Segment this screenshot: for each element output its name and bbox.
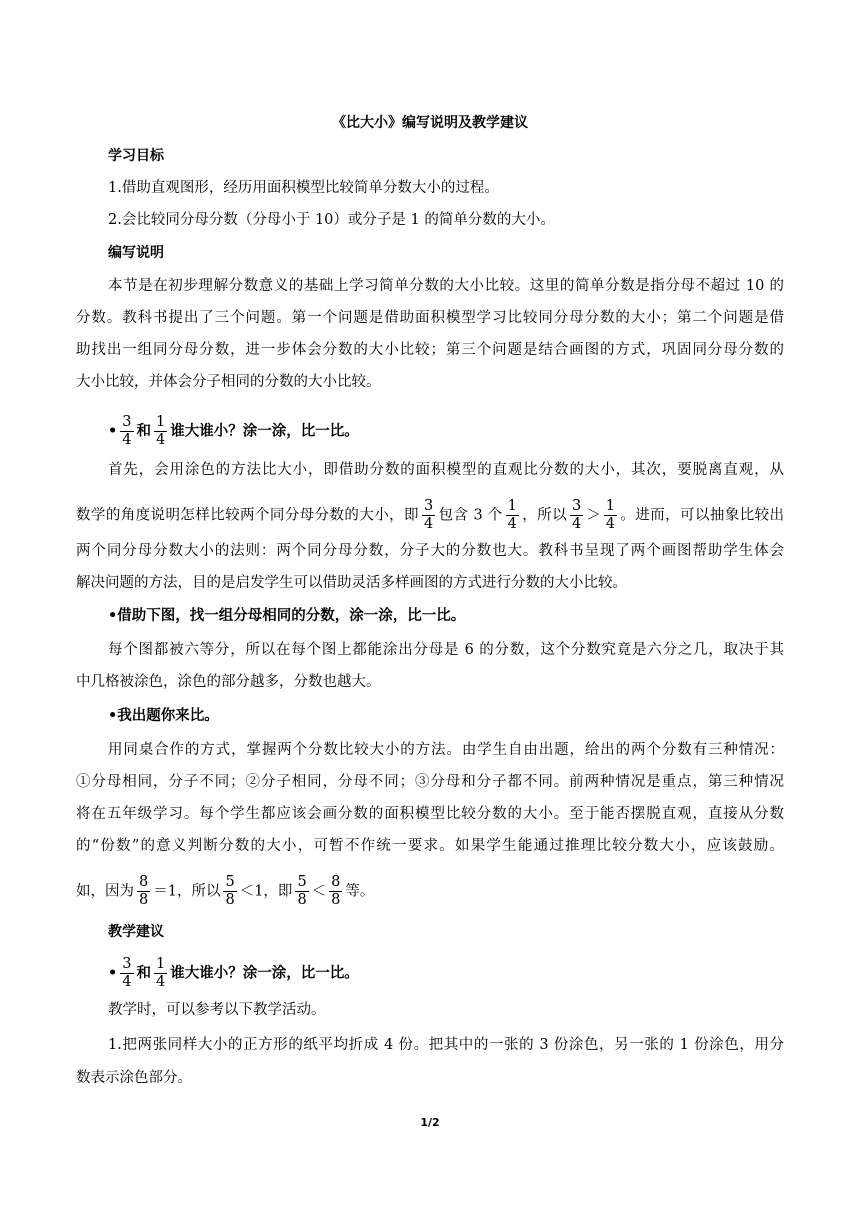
- paragraph-line: 中几格被涂色，涂色的部分越多，分数也越大。: [76, 674, 381, 690]
- paragraph-line-with-fractions: [76, 874, 784, 909]
- text-segment: 数学的角度说明怎样比较两个同分母分数的大小，即: [76, 507, 419, 524]
- numerator: 8: [331, 874, 341, 890]
- bullet-compare-fractions: [76, 956, 784, 991]
- paragraph-line: 每个图都被六等分，所以在每个图上都能涂出分母是 6 的分数，这个分数究竟是六分之几，取决于其: [108, 642, 784, 658]
- greater-than-sign: ＞: [586, 507, 601, 524]
- section-heading-goals: 学习目标: [108, 148, 164, 164]
- paragraph-line: 的“份数”的意义判断分数的大小，可暂不作统一要求。如果学生能通过推理比较分数大小，应该鼓励。: [76, 838, 784, 854]
- numerator: 1: [156, 956, 166, 972]
- bullet-mark: •: [108, 423, 118, 440]
- goal-item-2: 2.会比较同分母分数（分母小于 10）或分子是 1 的简单分数的大小。: [108, 212, 555, 228]
- numerator: 5: [225, 874, 235, 890]
- conjunction: 和: [136, 965, 152, 982]
- text-segment: 等。: [345, 883, 375, 900]
- numerator: 1: [605, 498, 615, 514]
- bullet-make-questions: •我出题你来比。: [108, 708, 219, 724]
- fraction: [604, 498, 617, 533]
- fraction: [570, 498, 583, 533]
- fraction: [422, 498, 435, 533]
- denominator: 4: [507, 516, 517, 532]
- less-than-sign: ＜: [311, 883, 327, 900]
- bullet-text: 谁大谁小？涂一涂，比一比。: [170, 423, 359, 440]
- text-segment: 包含 3 个: [438, 507, 503, 524]
- denominator: 4: [122, 432, 132, 448]
- fraction: [295, 874, 308, 909]
- paragraph-line: 解决问题的方法，目的是启发学生可以借助灵活多样画图的方式进行分数的大小比较。: [76, 575, 627, 591]
- paragraph-line: 助找出一组同分母分数，进一步体会分数的大小比较；第三个问题是结合画图的方式，巩固同分母分数的: [76, 342, 784, 358]
- denominator: 8: [139, 892, 149, 908]
- page-number: 1/2: [420, 1116, 440, 1129]
- denominator: 8: [225, 892, 235, 908]
- conjunction: 和: [136, 423, 152, 440]
- fraction: [154, 414, 167, 449]
- paragraph-line: 用同桌合作的方式，掌握两个分数比较大小的方法。由学生自由出题，给出的两个分数有三种情况：: [108, 742, 784, 758]
- numerator: 5: [297, 874, 307, 890]
- paragraph-line: 本节是在初步理解分数意义的基础上学习简单分数的大小比较。这里的简单分数是指分母不超过 10 的: [108, 278, 784, 294]
- denominator: 8: [297, 892, 307, 908]
- paragraph-line: 大小比较，并体会分子相同的分数的大小比较。: [76, 374, 381, 390]
- numerator: 3: [122, 956, 132, 972]
- text-segment: 。进而，可以抽象比较出: [619, 507, 785, 524]
- paragraph-line: ①分母相同，分子不同；②分子相同，分母不同；③分母和分子都不同。前两种情况是重点，第三种情况: [76, 774, 784, 790]
- fraction: [506, 498, 519, 533]
- denominator: 4: [423, 516, 434, 532]
- page-title: 《比大小》编写说明及教学建议: [332, 115, 528, 131]
- paragraph-line: 分数。教科书提出了三个问题。第一个问题是借助面积模型学习比较同分母分数的大小；第二个问题是借: [76, 310, 784, 326]
- bullet-text: 谁大谁小？涂一涂，比一比。: [170, 965, 359, 982]
- denominator: 4: [605, 516, 615, 532]
- numerator: 3: [572, 498, 582, 514]
- fraction: [154, 956, 167, 991]
- section-heading-teaching: 教学建议: [108, 924, 164, 940]
- text-segment: ＝1，所以: [153, 883, 221, 900]
- text-segment: ，所以: [521, 507, 568, 524]
- fraction: [120, 414, 133, 449]
- denominator: 4: [122, 974, 132, 990]
- text-segment: ＜1，即: [239, 883, 293, 900]
- fraction: [137, 874, 150, 909]
- paragraph-line: 首先，会用涂色的方法比大小，即借助分数的面积模型的直观比分数的大小，其次，要脱离直观，从: [108, 462, 784, 478]
- numerator: 3: [423, 498, 434, 514]
- denominator: 4: [156, 432, 166, 448]
- section-heading-writing: 编写说明: [108, 245, 164, 261]
- denominator: 8: [331, 892, 341, 908]
- fraction: [329, 874, 342, 909]
- paragraph-line: 教学时，可以参考以下教学活动。: [108, 1002, 326, 1018]
- fraction: [120, 956, 133, 991]
- text-segment: 如，因为: [76, 883, 134, 900]
- bullet-mark: •: [108, 965, 118, 982]
- fraction: [223, 874, 236, 909]
- bullet-compare-fractions: [76, 414, 784, 449]
- denominator: 4: [572, 516, 582, 532]
- numerator: 8: [139, 874, 149, 890]
- paragraph-line-with-fractions: [76, 498, 784, 533]
- numerator: 1: [156, 414, 166, 430]
- denominator: 4: [156, 974, 166, 990]
- paragraph-line: 数表示涂色部分。: [76, 1070, 192, 1086]
- paragraph-line: 两个同分母分数大小的法则：两个同分母分数，分子大的分数也大。教科书呈现了两个画图帮助学生体会: [76, 543, 784, 559]
- paragraph-line: 1.把两张同样大小的正方形的纸平均折成 4 份。把其中的一张的 3 份涂色，另一张的 1 份涂色，用分: [108, 1037, 784, 1053]
- numerator: 3: [122, 414, 132, 430]
- bullet-find-fractions: •借助下图，找一组分母相同的分数，涂一涂，比一比。: [108, 608, 466, 624]
- goal-item-1: 1.借助直观图形，经历用面积模型比较简单分数大小的过程。: [108, 180, 499, 196]
- paragraph-line: 将在五年级学习。每个学生都应该会画分数的面积模型比较分数的大小。至于能否摆脱直观，直接从分数: [76, 806, 784, 822]
- numerator: 1: [507, 498, 517, 514]
